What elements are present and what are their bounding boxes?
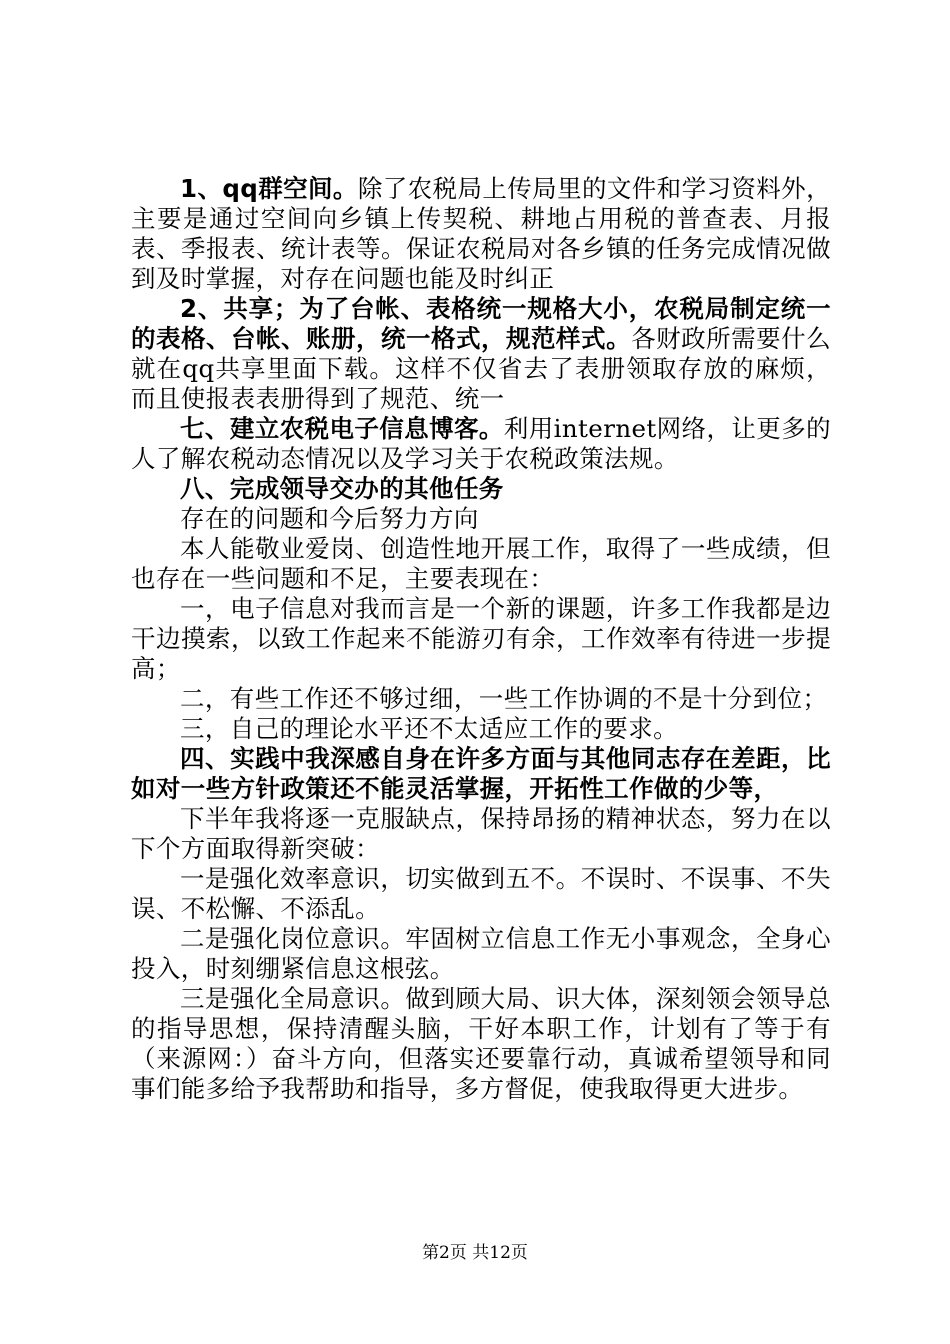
paragraph-10 bbox=[131, 744, 831, 804]
paragraph-9-text: 三，自己的理论水平还不太适应工作的要求。 bbox=[180, 714, 678, 743]
paragraph-2-heading: 2、共享；为了台帐、表格统一规格大小，农税局制定统一的表格、台帐、账册，统一格式，规范样式。 bbox=[131, 294, 831, 353]
paragraph-7-text: 一，电子信息对我而言是一个新的课题，许多工作我都是边干边摸索，以致工作起来不能游刃有余，工作效率有待进一步提高； bbox=[131, 594, 831, 683]
paragraph-14-text: 三是强化全局意识。做到顾大局、识大体，深刻领会领导总的指导思想，保持清醒头脑，干好本职工作，计划有了等于有（来源网：）奋斗方向，但落实还要靠行动，真诚希望领导和同事们能多给予我帮助和指导，多方督促，使我取得更大进步。 bbox=[131, 984, 831, 1103]
paragraph-12-text: 一是强化效率意识，切实做到五不。不误时、不误事、不失误、不松懈、不添乱。 bbox=[131, 864, 831, 923]
paragraph-12 bbox=[131, 864, 831, 924]
paragraph-1 bbox=[131, 174, 831, 294]
page-number-footer: 第2页 共12页 bbox=[422, 1243, 528, 1263]
paragraph-14 bbox=[131, 984, 831, 1104]
paragraph-5 bbox=[131, 504, 831, 534]
paragraph-13-text: 二是强化岗位意识。牢固树立信息工作无小事观念，全身心投入，时刻绷紧信息这根弦。 bbox=[131, 924, 831, 983]
paragraph-6-text: 本人能敬业爱岗、创造性地开展工作，取得了一些成绩，但也存在一些问题和不足，主要表现在： bbox=[131, 534, 831, 593]
paragraph-1-text: 除了农税局上传局里的文件和学习资料外，主要是通过空间向乡镇上传契税、耕地占用税的普查表、月报表、季报表、统计表等。保证农税局对各乡镇的任务完成情况做到及时掌握，对存在问题也能及时纠正 bbox=[131, 174, 831, 293]
paragraph-2-text: 各财政所需要什么就在qq共享里面下载。这样不仅省去了表册领取存放的麻烦，而且使报表表册得到了规范、统一 bbox=[131, 324, 832, 413]
paragraph-7 bbox=[131, 594, 831, 684]
paragraph-4 bbox=[131, 474, 831, 504]
paragraph-8-text: 二，有些工作还不够过细，一些工作协调的不是十分到位； bbox=[180, 684, 828, 713]
paragraph-11-text: 下半年我将逐一克服缺点，保持昂扬的精神状态，努力在以下个方面取得新突破： bbox=[131, 804, 831, 863]
paragraph-6 bbox=[131, 534, 831, 594]
paragraph-1-heading: 1、qq群空间。 bbox=[180, 174, 358, 203]
paragraph-8 bbox=[131, 684, 831, 714]
paragraph-10-heading: 四、实践中我深感自身在许多方面与其他同志存在差距，比如对一些方针政策还不能灵活掌握，开拓性工作做的少等， bbox=[131, 744, 831, 803]
paragraph-4-heading: 八、完成领导交办的其他任务 bbox=[180, 474, 504, 503]
paragraph-3-heading: 七、建立农税电子信息博客。 bbox=[180, 414, 504, 443]
paragraph-3-text: 利用internet网络，让更多的人了解农税动态情况以及学习关于农税政策法规。 bbox=[131, 414, 832, 473]
paragraph-9 bbox=[131, 714, 831, 744]
paragraph-3 bbox=[131, 414, 831, 474]
paragraph-2 bbox=[131, 294, 831, 414]
paragraph-11 bbox=[131, 804, 831, 864]
document-body bbox=[131, 174, 831, 1104]
paragraph-5-text: 存在的问题和今后努力方向 bbox=[180, 504, 479, 533]
paragraph-13 bbox=[131, 924, 831, 984]
